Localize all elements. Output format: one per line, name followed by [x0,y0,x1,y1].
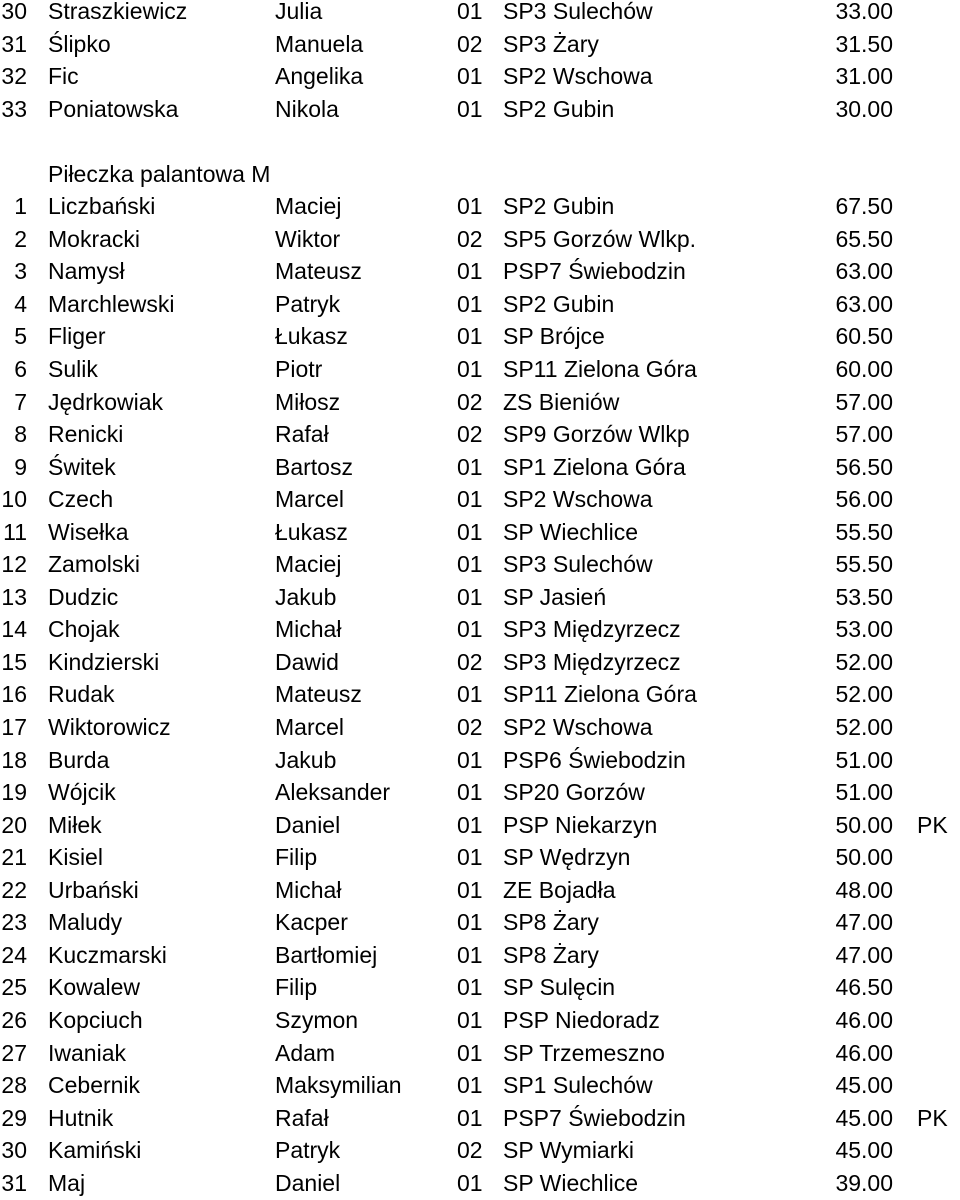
place-number: 13 [1,583,27,610]
table-row [0,1037,960,1070]
score-cell: 67.50 [835,193,893,220]
school-cell: SP2 Wschowa [503,63,653,90]
class-cell: 01 [457,974,483,1001]
table-row [0,0,960,28]
class-cell: 01 [457,941,483,968]
school-cell: SP8 Żary [503,941,599,968]
section-heading [0,158,960,191]
place-number: 12 [1,551,27,578]
class-cell: 02 [457,1137,483,1164]
table-row [0,613,960,646]
school-cell: SP11 Zielona Góra [503,356,697,383]
surname-cell: Kisiel [48,844,103,871]
surname-cell: Maj [48,1169,86,1196]
school-cell: PSP7 Świebodzin [503,1104,686,1131]
surname-cell: Namysł [48,258,125,285]
place-number: 22 [1,876,27,903]
score-cell: 46.00 [835,1039,893,1066]
surname-cell: Fliger [48,323,106,350]
firstname-cell: Łukasz [275,323,348,350]
score-cell: 52.00 [835,648,893,675]
class-cell: 01 [457,844,483,871]
firstname-cell: Marcel [275,714,345,741]
school-cell: SP2 Gubin [503,290,615,317]
score-cell: 47.00 [835,941,893,968]
place-number: 8 [14,421,27,448]
table-row [0,418,960,451]
note-cell: PK [917,1104,948,1131]
table-row [0,223,960,256]
firstname-cell: Angelika [275,63,364,90]
surname-cell: Liczbański [48,193,156,220]
firstname-cell: Maciej [275,551,342,578]
firstname-cell: Kacper [275,909,348,936]
school-cell: SP3 Międzyrzecz [503,648,681,675]
class-cell: 01 [457,1104,483,1131]
surname-cell: Kowalew [48,974,141,1001]
class-cell: 01 [457,63,483,90]
surname-cell: Iwaniak [48,1039,126,1066]
school-cell: SP Jasień [503,583,607,610]
class-cell: 02 [457,421,483,448]
firstname-cell: Miłosz [275,388,341,415]
section-spacer [0,125,960,158]
score-cell: 53.50 [835,583,893,610]
table-row [0,28,960,61]
firstname-cell: Jakub [275,746,337,773]
table-row [0,809,960,842]
surname-cell: Wójcik [48,779,116,806]
firstname-cell: Jakub [275,583,337,610]
school-cell: PSP7 Świebodzin [503,258,686,285]
school-cell: SP9 Gorzów Wlkp [503,421,690,448]
class-cell: 01 [457,551,483,578]
table-row [0,255,960,288]
firstname-cell: Adam [275,1039,336,1066]
firstname-cell: Patryk [275,1137,341,1164]
surname-cell: Maludy [48,909,123,936]
table-row [0,1167,960,1200]
surname-cell: Urbański [48,876,139,903]
score-cell: 51.00 [835,779,893,806]
school-cell: ZE Bojadła [503,876,616,903]
class-cell: 01 [457,486,483,513]
school-cell: SP Wymiarki [503,1137,634,1164]
surname-cell: Zamolski [48,551,141,578]
score-cell: 56.50 [835,453,893,480]
score-cell: 50.00 [835,811,893,838]
score-cell: 46.00 [835,1006,893,1033]
score-cell: 50.00 [835,844,893,871]
firstname-cell: Filip [275,844,318,871]
school-cell: ZS Bieniów [503,388,620,415]
class-cell: 02 [457,648,483,675]
table-row [0,939,960,972]
score-cell: 55.50 [835,551,893,578]
score-cell: 60.50 [835,323,893,350]
table-row [0,1102,960,1135]
table-row [0,60,960,93]
class-cell: 02 [457,30,483,57]
place-number: 31 [1,30,27,57]
score-cell: 48.00 [835,876,893,903]
table-row [0,451,960,484]
score-cell: 57.00 [835,421,893,448]
surname-cell: Kuczmarski [48,941,167,968]
score-cell: 31.00 [835,63,893,90]
place-number: 33 [1,95,27,122]
table-row [0,744,960,777]
score-cell: 56.00 [835,486,893,513]
school-cell: SP11 Zielona Góra [503,681,697,708]
firstname-cell: Mateusz [275,258,362,285]
surname-cell: Chojak [48,616,120,643]
table-row [0,320,960,353]
score-cell: 31.50 [835,30,893,57]
table-row [0,386,960,419]
class-cell: 01 [457,1006,483,1033]
place-number: 24 [1,941,27,968]
class-cell: 01 [457,323,483,350]
score-cell: 60.00 [835,356,893,383]
surname-cell: Hutnik [48,1104,114,1131]
place-number: 20 [1,811,27,838]
school-cell: SP1 Zielona Góra [503,453,686,480]
firstname-cell: Łukasz [275,518,348,545]
school-cell: SP8 Żary [503,909,599,936]
score-cell: 52.00 [835,714,893,741]
surname-cell: Marchlewski [48,290,175,317]
surname-cell: Jędrkowiak [48,388,164,415]
school-cell: SP3 Międzyrzecz [503,616,681,643]
firstname-cell: Maciej [275,193,342,220]
score-cell: 63.00 [835,290,893,317]
firstname-cell: Bartosz [275,453,353,480]
school-cell: SP Wiechlice [503,1169,639,1196]
place-number: 32 [1,63,27,90]
class-cell: 01 [457,290,483,317]
class-cell: 01 [457,909,483,936]
score-cell: 55.50 [835,518,893,545]
table-row [0,548,960,581]
surname-cell: Kamiński [48,1137,142,1164]
place-number: 27 [1,1039,27,1066]
place-number: 16 [1,681,27,708]
place-number: 3 [14,258,27,285]
school-cell: SP2 Gubin [503,193,615,220]
score-cell: 39.00 [835,1169,893,1196]
firstname-cell: Nikola [275,95,339,122]
table-row [0,1134,960,1167]
score-cell: 57.00 [835,388,893,415]
score-cell: 52.00 [835,681,893,708]
firstname-cell: Dawid [275,648,339,675]
place-number: 7 [14,388,27,415]
firstname-cell: Marcel [275,486,345,513]
surname-cell: Sulik [48,356,98,383]
place-number: 19 [1,779,27,806]
school-cell: SP3 Sulechów [503,551,653,578]
score-cell: 51.00 [835,746,893,773]
firstname-cell: Rafał [275,1104,329,1131]
school-cell: SP2 Wschowa [503,714,653,741]
table-row [0,1069,960,1102]
score-cell: 30.00 [835,95,893,122]
score-cell: 45.00 [835,1072,893,1099]
firstname-cell: Daniel [275,811,341,838]
firstname-cell: Filip [275,974,318,1001]
school-cell: SP20 Gorzów [503,779,645,806]
firstname-cell: Szymon [275,1006,359,1033]
school-cell: SP Sulęcin [503,974,616,1001]
surname-cell: Ślipko [48,30,111,57]
class-cell: 02 [457,225,483,252]
table-row [0,1004,960,1037]
firstname-cell: Julia [275,0,323,24]
school-cell: SP Brójce [503,323,605,350]
firstname-cell: Michał [275,876,342,903]
firstname-cell: Maksymilian [275,1072,402,1099]
class-cell: 01 [457,746,483,773]
school-cell: SP1 Sulechów [503,1072,653,1099]
place-number: 1 [14,193,27,220]
class-cell: 01 [457,876,483,903]
table-row [0,776,960,809]
surname-cell: Cebernik [48,1072,141,1099]
school-cell: PSP6 Świebodzin [503,746,686,773]
table-row [0,353,960,386]
surname-cell: Poniatowska [48,95,179,122]
place-number: 26 [1,1006,27,1033]
class-cell: 01 [457,193,483,220]
table-row [0,906,960,939]
place-number: 11 [3,518,27,545]
table-row [0,581,960,614]
surname-cell: Wiktorowicz [48,714,171,741]
place-number: 15 [1,648,27,675]
section-title: Piłeczka palantowa M [48,160,271,187]
score-cell: 63.00 [835,258,893,285]
firstname-cell: Piotr [275,356,323,383]
place-number: 25 [1,974,27,1001]
score-cell: 46.50 [835,974,893,1001]
class-cell: 02 [457,714,483,741]
place-number: 30 [1,0,27,24]
table-row [0,971,960,1004]
class-cell: 01 [457,356,483,383]
place-number: 18 [1,746,27,773]
place-number: 14 [1,616,27,643]
school-cell: PSP Niekarzyn [503,811,658,838]
class-cell: 02 [457,388,483,415]
surname-cell: Renicki [48,421,124,448]
class-cell: 01 [457,583,483,610]
surname-cell: Czech [48,486,114,513]
place-number: 30 [1,1137,27,1164]
firstname-cell: Patryk [275,290,341,317]
table-row [0,874,960,907]
table-row [0,711,960,744]
class-cell: 01 [457,616,483,643]
table-row [0,190,960,223]
class-cell: 01 [457,1039,483,1066]
firstname-cell: Mateusz [275,681,362,708]
surname-cell: Mokracki [48,225,141,252]
place-number: 31 [1,1169,27,1196]
score-cell: 45.00 [835,1104,893,1131]
table-row [0,483,960,516]
class-cell: 01 [457,453,483,480]
firstname-cell: Wiktor [275,225,341,252]
class-cell: 01 [457,258,483,285]
table-row [0,516,960,549]
class-cell: 01 [457,779,483,806]
firstname-cell: Bartłomiej [275,941,378,968]
place-number: 29 [1,1104,27,1131]
place-number: 10 [1,486,27,513]
table-row [0,288,960,321]
surname-cell: Fic [48,63,79,90]
table-row [0,678,960,711]
table-row [0,93,960,126]
class-cell: 01 [457,95,483,122]
class-cell: 01 [457,1169,483,1196]
surname-cell: Rudak [48,681,115,708]
surname-cell: Straszkiewicz [48,0,188,24]
score-cell: 53.00 [835,616,893,643]
firstname-cell: Manuela [275,30,364,57]
results-table-previous [0,0,960,125]
surname-cell: Świtek [48,453,116,480]
surname-cell: Miłek [48,811,102,838]
table-row [0,841,960,874]
score-cell: 45.00 [835,1137,893,1164]
class-cell: 01 [457,681,483,708]
place-number: 6 [14,356,27,383]
surname-cell: Wisełka [48,518,129,545]
school-cell: SP2 Gubin [503,95,615,122]
score-cell: 33.00 [835,0,893,24]
place-number: 21 [1,844,27,871]
school-cell: SP5 Gorzów Wlkp. [503,225,696,252]
score-cell: 65.50 [835,225,893,252]
school-cell: SP Wiechlice [503,518,639,545]
table-row [0,646,960,679]
firstname-cell: Michał [275,616,342,643]
school-cell: PSP Niedoradz [503,1006,660,1033]
place-number: 4 [14,290,27,317]
place-number: 17 [1,714,27,741]
score-cell: 47.00 [835,909,893,936]
firstname-cell: Rafał [275,421,329,448]
place-number: 23 [1,909,27,936]
class-cell: 01 [457,518,483,545]
surname-cell: Dudzic [48,583,119,610]
place-number: 5 [14,323,27,350]
surname-cell: Kindzierski [48,648,160,675]
school-cell: SP3 Żary [503,30,599,57]
school-cell: SP3 Sulechów [503,0,653,24]
note-cell: PK [917,811,948,838]
place-number: 9 [14,453,27,480]
class-cell: 01 [457,1072,483,1099]
school-cell: SP Wędrzyn [503,844,631,871]
place-number: 28 [1,1072,27,1099]
surname-cell: Burda [48,746,110,773]
school-cell: SP Trzemeszno [503,1039,665,1066]
firstname-cell: Daniel [275,1169,341,1196]
class-cell: 01 [457,0,483,24]
class-cell: 01 [457,811,483,838]
surname-cell: Kopciuch [48,1006,143,1033]
firstname-cell: Aleksander [275,779,391,806]
results-table-ball-throw-boys [0,190,960,1199]
school-cell: SP2 Wschowa [503,486,653,513]
place-number: 2 [14,225,27,252]
